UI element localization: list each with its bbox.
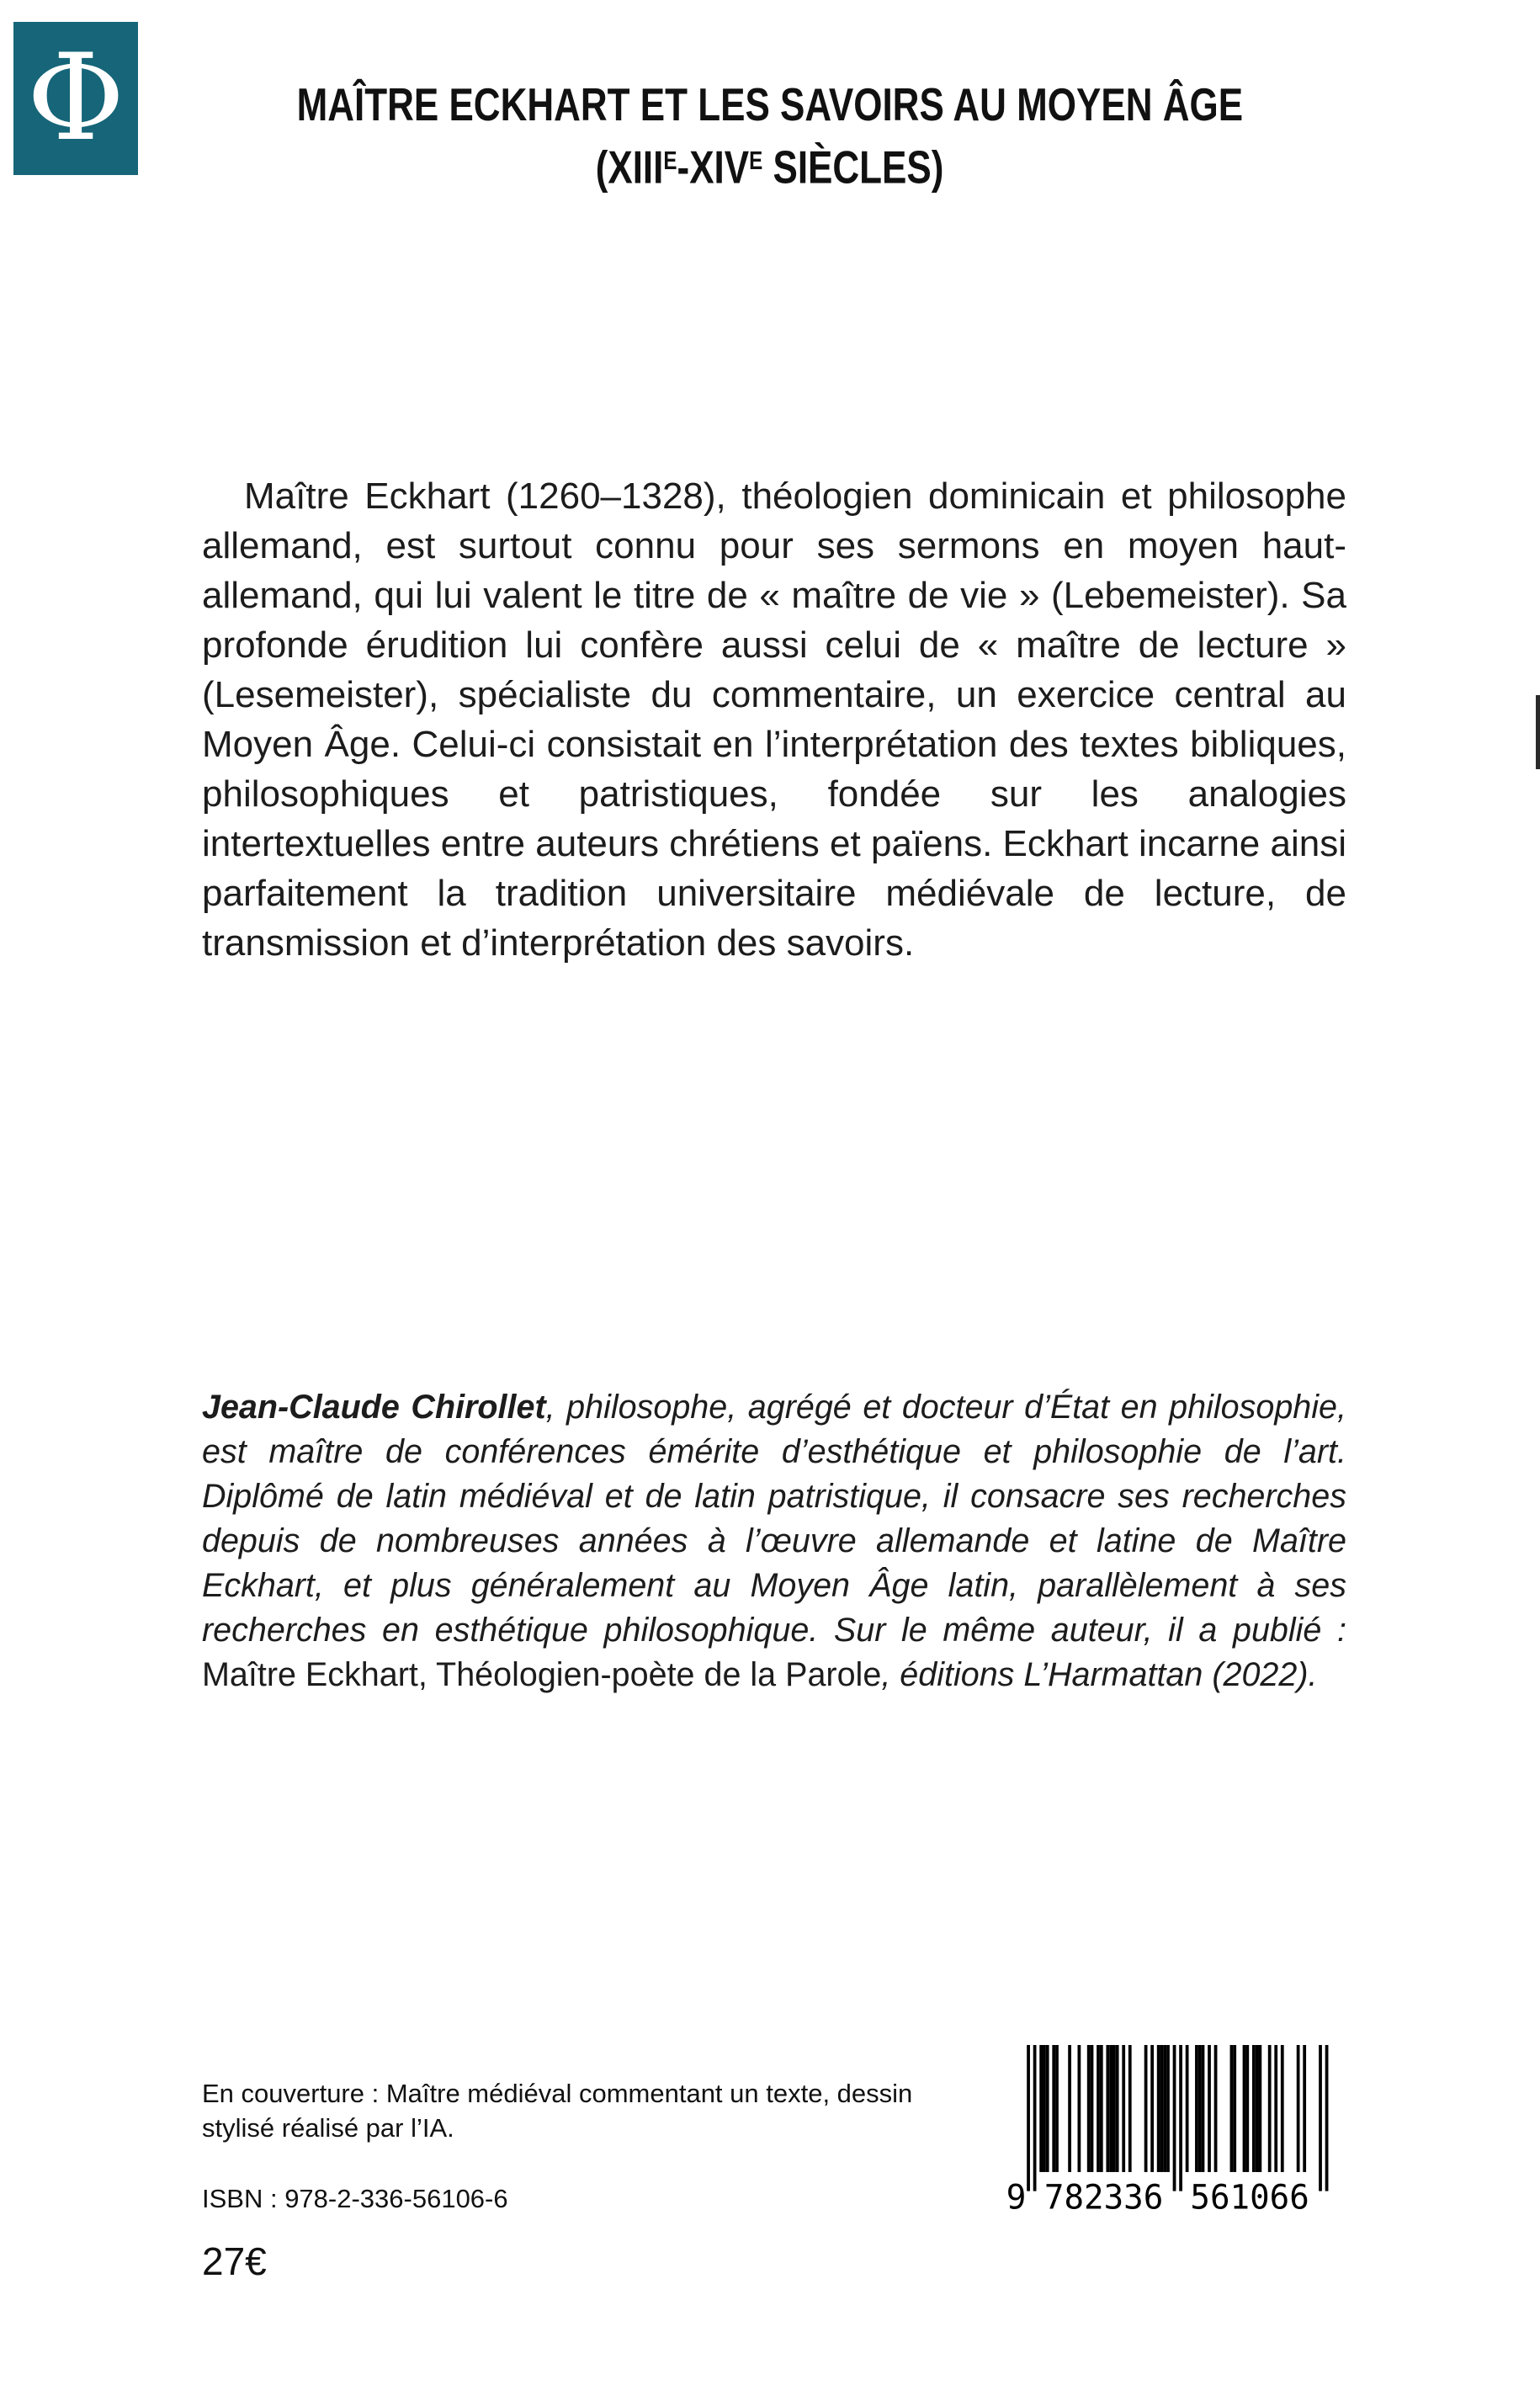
bio-text: , philosophe, agrégé et docteur d’État en philosophie, est maître de conférences émérite d’esthétique et philosophie de l’art. Diplômé de latin médiéval et de latin patristique, il consacre ses recherches depuis de nombreuses années à l’œuvre allemande et latine de Maître Eckhart, et plus généralement au Moyen Âge latin, parallèlement à ses recherches en esthétique philosophique. Sur le même auteur, il a publié :	[202, 1388, 1346, 1649]
superscript-e: E	[663, 147, 677, 175]
book-title	[0, 76, 1540, 196]
book-title-line1: MAÎTRE ECKHART ET LES SAVOIRS AU MOYEN ÂGE	[296, 78, 1244, 130]
bio-text-end: , éditions L’Harmattan (2022).	[881, 1655, 1318, 1693]
superscript-e: E	[749, 147, 763, 175]
price-text: 27€	[202, 2239, 267, 2283]
trim-mark	[1536, 695, 1540, 769]
book-title-line2: ($XIII^E-XIV^E$ SIÈCLES)	[596, 141, 944, 194]
synopsis-paragraph: Maître Eckhart (1260–1328), théologien dominicain et philosophe allemand, est surtout connu pour ses sermons en moyen haut-allemand, qui lui valent le titre de « maître de vie » (Lebemeister). Sa profonde érudition lui confère aussi celui de « maître de lecture » (Lesemeister), spécialiste du commentaire, un exercice central au Moyen Âge. Celui-ci consistait en l’interprétation des textes bibliques, philosophiques et patristiques, fondée sur les analogies intertextuelles entre auteurs chrétiens et païens. Eckhart incarne ainsi parfaitement la tradition universitaire médiévale de lecture, de transmission et d’interprétation des savoirs.	[202, 475, 1346, 964]
barcode-digits-right: 561066	[1190, 2178, 1309, 2213]
barcode-digits-left: 782336	[1043, 2178, 1164, 2213]
author-name: Jean-Claude Chirollet	[202, 1388, 546, 1426]
phi-icon: Φ	[26, 29, 125, 167]
author-bio-paragraph	[202, 1385, 1346, 1697]
cited-book-title: Maître Eckhart, Théologien-poète de la Parole	[202, 1655, 882, 1693]
ean13-barcode	[1001, 2045, 1335, 2213]
barcode-bars	[1001, 2045, 1335, 2213]
isbn-text: ISBN : 978-2-336-56106-6	[202, 2184, 508, 2213]
cover-credit-note: En couverture : Maître médiéval commentant un texte, dessin stylisé réalisé par l’IA.	[202, 2079, 913, 2143]
barcode-digit-first: 9	[1006, 2178, 1027, 2213]
